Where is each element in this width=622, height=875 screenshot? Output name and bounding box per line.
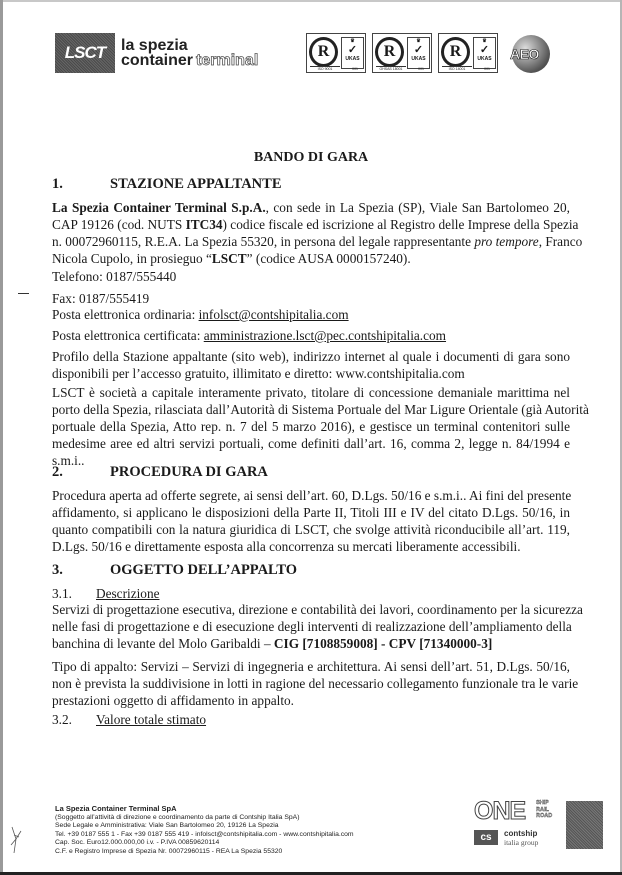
crown-icon: ♛: [482, 38, 487, 44]
cert-number: 001: [352, 67, 358, 71]
cert-mark: R: [317, 43, 330, 60]
contship-name: contship: [504, 829, 538, 838]
lsct-logo: [55, 33, 258, 73]
paragraph-line: s.m.i..: [52, 453, 85, 468]
footer-company-name: La Spezia Container Terminal SpA: [55, 804, 177, 813]
footer-company-info: [55, 805, 354, 857]
registered-icon: [441, 37, 470, 67]
footer-line: Tel. +39 0187 555 1 - Fax +39 0187 555 419 - infolsct@contshipitalia.com - www.contshipitalia.com: [55, 830, 354, 838]
lsct-abbrev: LSCT: [211, 251, 247, 266]
page-border-left: [0, 0, 3, 875]
lsct-logo-text: [121, 38, 258, 68]
contship-subtitle: italia group: [504, 838, 539, 847]
text-span: banchina di levante del Molo Garibaldi –: [52, 636, 274, 651]
aeo-label: AEO: [510, 46, 539, 62]
paragraph-line: [52, 250, 570, 267]
aeo-logo: [508, 33, 556, 75]
descrizione-paragraph: [52, 601, 583, 652]
logo-line-2: [121, 53, 258, 68]
email-certificata: [52, 327, 570, 344]
subsection-3-1: [52, 585, 160, 602]
section-number: 2.: [52, 464, 63, 480]
one-logo: ONE: [474, 797, 526, 825]
ukas-label: UKAS: [477, 56, 492, 62]
profilo-paragraph: [52, 348, 570, 382]
text-span: CAP 19126 (cod. NUTS: [52, 217, 186, 232]
subsection-title: Descrizione: [96, 586, 160, 601]
paragraph-line: Servizi di progettazione esecutiva, direzione e contabilità dei lavori, coordinamento per la sicurezza: [52, 602, 583, 617]
ukas-badge: [473, 37, 496, 69]
cert-mark: R: [449, 43, 462, 60]
paragraph-line: disponibili per l’accesso gratuito, illimitato e diretto: www.contshipitalia.com: [52, 366, 465, 381]
crown-icon: ♛: [416, 38, 421, 44]
cert-standard: OHSAS 18001: [376, 66, 406, 71]
paragraph-line: LSCT è società a capitale interamente privato, titolare di concessione demaniale marittima nel: [52, 385, 570, 400]
one-side-line: SHIP: [536, 800, 549, 806]
paragraph-line: quanto compatibili con la natura giuridica di LSCT, che svolge attività riconducibile all’art. 119,: [52, 522, 570, 537]
registered-icon: [309, 37, 338, 67]
page-border-top: [0, 0, 622, 2]
cert-number: 001: [484, 67, 490, 71]
subsection-title: Valore totale stimato: [96, 712, 207, 727]
paragraph-line: Procedura aperta ad offerte segrete, ai sensi dell’art. 60, D.Lgs. 50/16 e s.m.i.. Ai fini del presente: [52, 488, 572, 503]
registered-icon: [375, 37, 404, 67]
text-span: ” (codice AUSA 0000157240).: [246, 251, 411, 266]
signature-mark: [8, 825, 24, 855]
document-title: BANDO DI GARA: [253, 150, 369, 165]
email-label: Posta elettronica ordinaria:: [52, 307, 199, 322]
text-span: n. 00072960115, R.E.A. La Spezia 55320, in persona del legale rappresentante: [52, 234, 475, 249]
stamp-block: [566, 801, 603, 849]
check-icon: ✓: [479, 44, 490, 56]
subsection-number: 3.2.: [52, 712, 72, 727]
contship-mark-text: cs: [480, 832, 492, 843]
section-number: 3.: [52, 562, 63, 578]
paragraph-line: D.Lgs. 50/16 e direttamente esposta alla concorrenza su mercati liberamente accessibili.: [52, 539, 521, 554]
text-span: Nicola Cupolo, in prosieguo “: [52, 251, 212, 266]
paragraph-line: [52, 216, 579, 233]
lsct-logo-mark-text: LSCT: [64, 43, 106, 62]
paragraph-line: [52, 199, 570, 216]
lsct-paragraph: [52, 384, 589, 469]
stazione-appaltante-paragraph: [52, 199, 583, 267]
ukas-label: UKAS: [411, 56, 426, 62]
one-logo-side: [536, 800, 552, 820]
fax: Fax: 0187/555419: [52, 291, 150, 306]
paragraph-line: [52, 233, 583, 250]
cig-cpv-codes: CIG [7108859008] - CPV [71340000-3]: [273, 636, 493, 651]
paragraph-line: nelle fasi di progettazione e di esecuzione degli interventi di realizzazione dell’ampliamento della: [52, 619, 572, 634]
section-title: OGGETTO DELL’APPALTO: [110, 562, 298, 578]
certification-iso14001: [438, 33, 498, 73]
paragraph-line: non è prevista la suddivisione in lotti in ragione del necessario collegamento funzionale tra le varie: [52, 676, 579, 691]
paragraph-line: Tipo di appalto: Servizi – Servizi di ingegneria e architettura. Ai sensi dell’art. 51, D.Lgs. 50/16,: [52, 659, 570, 674]
section-heading-3: [52, 562, 297, 579]
lsct-logo-mark: [55, 33, 115, 73]
paragraph-line: Profilo della Stazione appaltante (sito web), indirizzo internet al quale i documenti di gara sono: [52, 349, 570, 364]
footer-line: Sede Legale e Amministrativa: Viale San Bartolomeo 20, 19126 La Spezia: [55, 822, 279, 830]
cert-standard: ISO 9001: [310, 66, 340, 71]
paragraph-line: [52, 635, 570, 652]
contship-logo-mark: [474, 830, 498, 845]
cert-mark: R: [383, 43, 396, 60]
one-side-line: ROAD: [536, 813, 553, 819]
logo-line-2-bold: container: [121, 52, 194, 69]
telefono: Telefono: 0187/555440: [52, 269, 177, 284]
margin-mark: [18, 293, 29, 294]
ukas-badge: [407, 37, 430, 69]
certification-ohsas18001: [372, 33, 432, 73]
check-icon: ✓: [413, 44, 424, 56]
crown-icon: ♛: [350, 38, 355, 44]
section-title: PROCEDURA DI GARA: [110, 464, 268, 480]
email-label: Posta elettronica certificata:: [52, 328, 204, 343]
check-icon: ✓: [347, 44, 358, 56]
footer-line: (Soggetto all’attività di direzione e coordinamento da parte di Contship Italia SpA): [55, 813, 300, 821]
pro-tempore: pro tempore: [474, 234, 539, 249]
section-title: STAZIONE APPALTANTE: [110, 176, 282, 192]
paragraph-line: prestazioni oggetto di affidamento in appalto.: [52, 693, 294, 708]
email-ordinaria: [52, 306, 570, 323]
certification-logos: [306, 33, 556, 75]
procedura-paragraph: [52, 487, 570, 555]
footer-line: Cap. Soc. Euro12.000.000,00 i.v. - P.IVA 00859620114: [55, 839, 220, 847]
paragraph-line: affidamento, si applicano le disposizioni della Parte II, Titoli III e IV del citato D.Lgs. 50/16, in: [52, 505, 570, 520]
ukas-badge: [341, 37, 364, 69]
nuts-code: ITC34: [185, 217, 223, 232]
paragraph-line: portuale della Spezia, Atto rep. n. 7 del 5 marzo 2016), e gestisce un terminal contenitori sulle: [52, 419, 570, 434]
email-certificata-link[interactable]: amministrazione.lsct@pec.contshipitalia.com: [203, 328, 447, 343]
ukas-label: UKAS: [345, 56, 360, 62]
certification-iso9001: [306, 33, 366, 73]
email-ordinaria-link[interactable]: infolsct@contshipitalia.com: [198, 307, 349, 322]
logo-line-2-outline: terminal: [196, 52, 259, 69]
subsection-3-2: [52, 711, 206, 728]
section-heading-1: [52, 176, 282, 193]
section-number: 1.: [52, 176, 63, 192]
company-name: La Spezia Container Terminal S.p.A.: [52, 200, 266, 215]
paragraph-line: medesime aree ed altri servizi portuali, come definiti dall’art. 16, comma 2, legge n. 84/1994 e: [52, 436, 570, 451]
text-span: , Franco: [538, 234, 583, 249]
paragraph-line: porto della Spezia, rilasciata dall’Autorità di Sistema Portuale del Mar Ligure Orientale (già Autorità: [52, 402, 589, 417]
section-heading-2: [52, 464, 268, 481]
text-span: , con sede in La Spezia (SP), Viale San Bartolomeo 20,: [265, 200, 570, 215]
text-span: ) codice fiscale ed iscrizione al Registro delle Imprese della Spezia: [222, 217, 579, 232]
tipo-appalto-paragraph: [52, 658, 579, 709]
logo-line-1: la spezia: [121, 37, 188, 54]
contship-logo-text: [504, 829, 538, 847]
cert-standard: ISO 14001: [442, 66, 472, 71]
subsection-number: 3.1.: [52, 586, 72, 601]
one-side-line: RAIL: [536, 806, 549, 813]
cert-number: 001: [418, 67, 424, 71]
footer-line: C.F. e Registro Imprese di Spezia Nr. 00072960115 - REA La Spezia 55320: [55, 847, 283, 855]
